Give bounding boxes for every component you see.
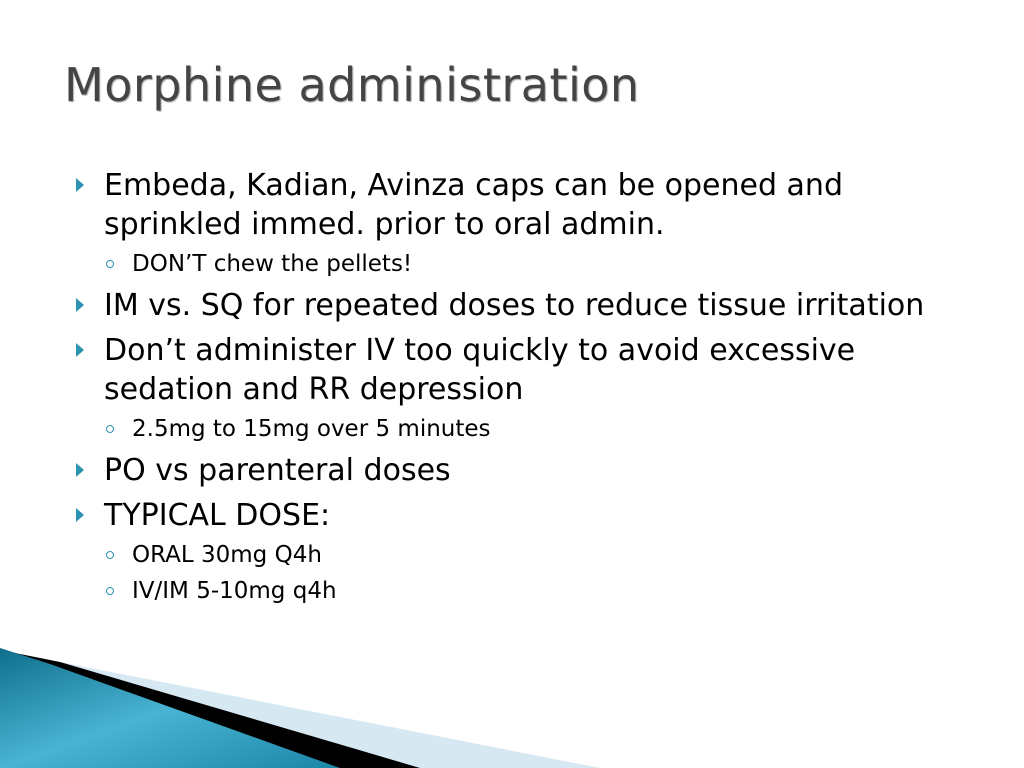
bullet-list (72, 166, 972, 613)
bullet-text: 2.5mg to 15mg over 5 minutes (132, 416, 491, 442)
circle-bullet-icon (106, 551, 114, 559)
bullet-item (72, 496, 972, 535)
slide-title: Morphine administration (64, 58, 640, 112)
triangle-bullet-icon (76, 463, 84, 477)
bullet-text: TYPICAL DOSE: (104, 498, 331, 533)
triangle-bullet-icon (76, 343, 84, 357)
sub-bullet-item (72, 413, 972, 445)
bullet-text: Embeda, Kadian, Avinza caps can be opened and sprinkled immed. prior to oral admin. (104, 168, 843, 242)
bullet-text: IM vs. SQ for repeated doses to reduce tissue irritation (104, 288, 925, 323)
bullet-item (72, 331, 972, 409)
circle-bullet-icon (106, 587, 114, 595)
triangle-bullet-icon (76, 178, 84, 192)
triangle-bullet-icon (76, 298, 84, 312)
circle-bullet-icon (106, 425, 114, 433)
bullet-text: Don’t administer IV too quickly to avoid excessive sedation and RR depression (104, 333, 856, 407)
circle-bullet-icon (106, 260, 114, 268)
bullet-text: IV/IM 5-10mg q4h (132, 578, 337, 604)
bullet-text: ORAL 30mg Q4h (132, 542, 322, 568)
bullet-text: DON’T chew the pellets! (132, 251, 413, 277)
sub-bullet-item (72, 539, 972, 571)
bullet-item (72, 451, 972, 490)
triangle-bullet-icon (76, 508, 84, 522)
bullet-item (72, 166, 972, 244)
sub-bullet-item (72, 575, 972, 607)
bullet-text: PO vs parenteral doses (104, 453, 451, 488)
sub-bullet-item (72, 248, 972, 280)
bullet-item (72, 286, 972, 325)
